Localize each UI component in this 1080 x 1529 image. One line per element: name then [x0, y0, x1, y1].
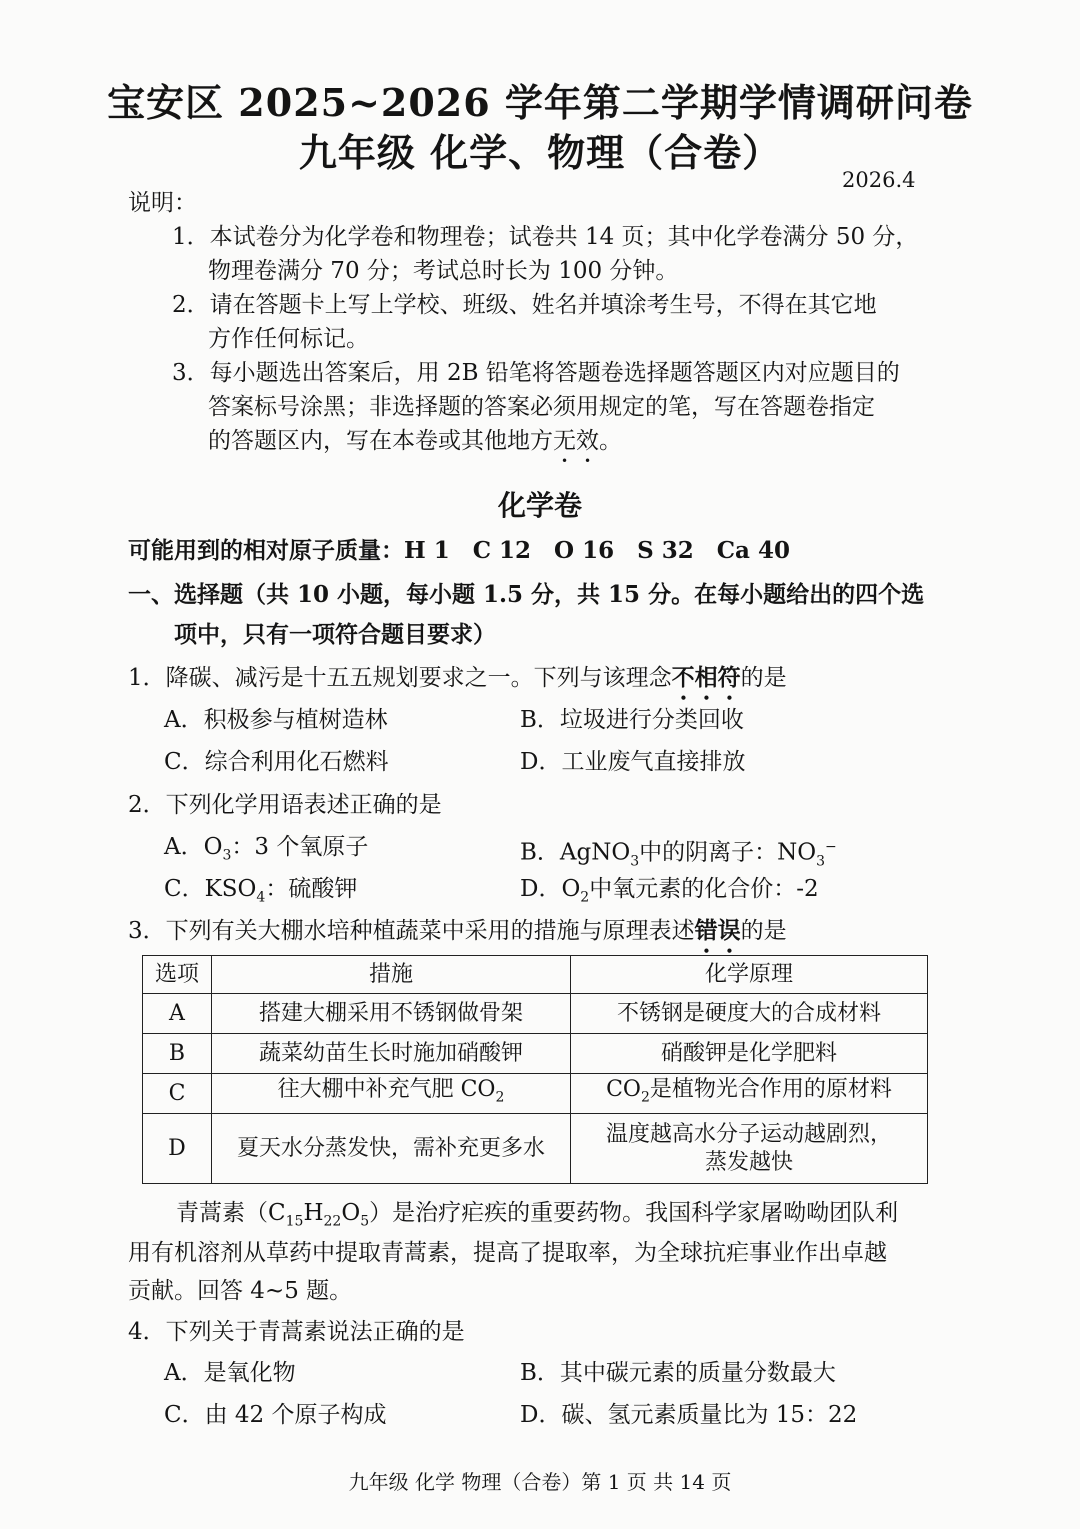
instruction-1-line-2: 物理卷满分 70 分；考试总时长为 100 分钟。: [208, 258, 679, 284]
table-row: [143, 1074, 928, 1114]
q2-option-c: C．$KSO_4$：硫酸钾: [164, 876, 358, 906]
table-cell-principle: $CO_2$是植物光合作用的原材料: [571, 1074, 928, 1114]
question-3-stem: 3．下列有关大棚水培种植蔬菜中采用的措施与原理表述错误的是: [128, 917, 787, 944]
table-header-principle: 化学原理: [571, 956, 928, 994]
exam-date: 2026.4: [842, 168, 916, 192]
q2-option-b: B．AgNO$_3$中的阴离子：$NO_3^-$: [520, 839, 837, 870]
table-header-option: 选项: [143, 956, 212, 994]
q2-option-d: D．$O_2$中氧元素的化合价：-2: [520, 876, 819, 906]
emphasis-not-match: 不相符: [671, 664, 741, 691]
instruction-3-line-2: 答案标号涂黑；非选择题的答案必须用规定的笔，写在答题卷指定: [208, 394, 875, 420]
q3-table: [142, 955, 928, 1184]
table-cell-measure: 蔬菜幼苗生长时施加硝酸钾: [212, 1034, 571, 1074]
table-cell-option: D: [143, 1114, 212, 1184]
instruction-2-line-2: 方作任何标记。: [208, 326, 369, 352]
instruction-3-line-1: 3．每小题选出答案后，用 2B 铅笔将答题卷选择题答题区内对应题目的: [172, 360, 900, 386]
passage-line-2: 用有机溶剂从草药中提取青蒿素，提高了提取率，为全球抗疟事业作出卓越: [128, 1240, 887, 1266]
part1-heading-line-1: 一、选择题（共 10 小题，每小题 1.5 分，共 15 分。在每小题给出的四个选: [128, 581, 925, 608]
q4-option-a: A．是氧化物: [164, 1360, 296, 1386]
instructions-label: 说明：: [128, 190, 197, 216]
atomic-mass-line: 可能用到的相对原子质量：H 1 C 12 O 16 S 32 Ca 40: [128, 537, 790, 564]
q4-option-c: C．由 42 个原子构成: [164, 1402, 387, 1428]
question-4-stem: 4．下列关于青蒿素说法正确的是: [128, 1319, 465, 1345]
emphasis-wrong: 错误: [694, 917, 741, 944]
q4-option-b: B．其中碳元素的质量分数最大: [520, 1360, 836, 1386]
q4-option-d: D．碳、氢元素质量比为 15：22: [520, 1402, 858, 1428]
table-cell-measure: 往大棚中补充气肥 $CO_2$: [212, 1074, 571, 1114]
chemistry-section-title: 化学卷: [497, 489, 582, 522]
q2-option-a: A．$O_3$：3 个氧原子: [164, 834, 369, 864]
instruction-3-line-3: 的答题区内，写在本卷或其他地方无效。: [208, 428, 622, 454]
emphasis-invalid: 无效: [553, 428, 599, 454]
q1-option-d: D．工业废气直接排放: [520, 749, 746, 775]
table-cell-measure: 夏天水分蒸发快，需补充更多水: [212, 1114, 571, 1184]
table-cell-option: B: [143, 1034, 212, 1074]
exam-title: 宝安区 2025~2026 学年第二学期学情调研问卷: [107, 80, 973, 125]
table-cell-principle: 不锈钢是硬度大的合成材料: [571, 994, 928, 1034]
instruction-1-line-1: 1．本试卷分为化学卷和物理卷；试卷共 14 页；其中化学卷满分 50 分，: [172, 224, 919, 250]
page-footer: 九年级 化学 物理（合卷）第 1 页 共 14 页: [348, 1470, 732, 1494]
table-row: [143, 1034, 928, 1074]
table-header-row: [143, 956, 928, 994]
passage-line-3: 贡献。回答 4~5 题。: [128, 1278, 353, 1304]
question-2-stem: 2．下列化学用语表述正确的是: [128, 792, 442, 818]
part1-heading-line-2: 项中，只有一项符合题目要求）: [174, 621, 496, 648]
question-1-stem: 1．降碳、减污是十五五规划要求之一。下列与该理念不相符的是: [128, 664, 787, 691]
table-row: [143, 1114, 928, 1184]
table-header-measure: 措施: [212, 956, 571, 994]
q1-option-c: C．综合利用化石燃料: [164, 749, 389, 775]
table-cell-measure: 搭建大棚采用不锈钢做骨架: [212, 994, 571, 1034]
table-cell-option: A: [143, 994, 212, 1034]
instruction-2-line-1: 2．请在答题卡上写上学校、班级、姓名并填涂考生号，不得在其它地: [172, 292, 877, 318]
q1-option-a: A．积极参与植树造林: [164, 707, 388, 733]
table-cell-principle: 温度越高水分子运动越剧烈， 蒸发越快: [571, 1114, 928, 1184]
passage-line-1: 青蒿素$(C_{15}H_{22}O_5)$是治疗疟疾的重要药物。我国科学家屠呦呦团队利: [176, 1200, 899, 1230]
q1-option-b: B．垃圾进行分类回收: [520, 707, 744, 733]
table-cell-principle: 硝酸钾是化学肥料: [571, 1034, 928, 1074]
table-cell-option: C: [143, 1074, 212, 1114]
exam-subtitle: 九年级 化学、物理（合卷）: [298, 130, 782, 175]
table-row: [143, 994, 928, 1034]
